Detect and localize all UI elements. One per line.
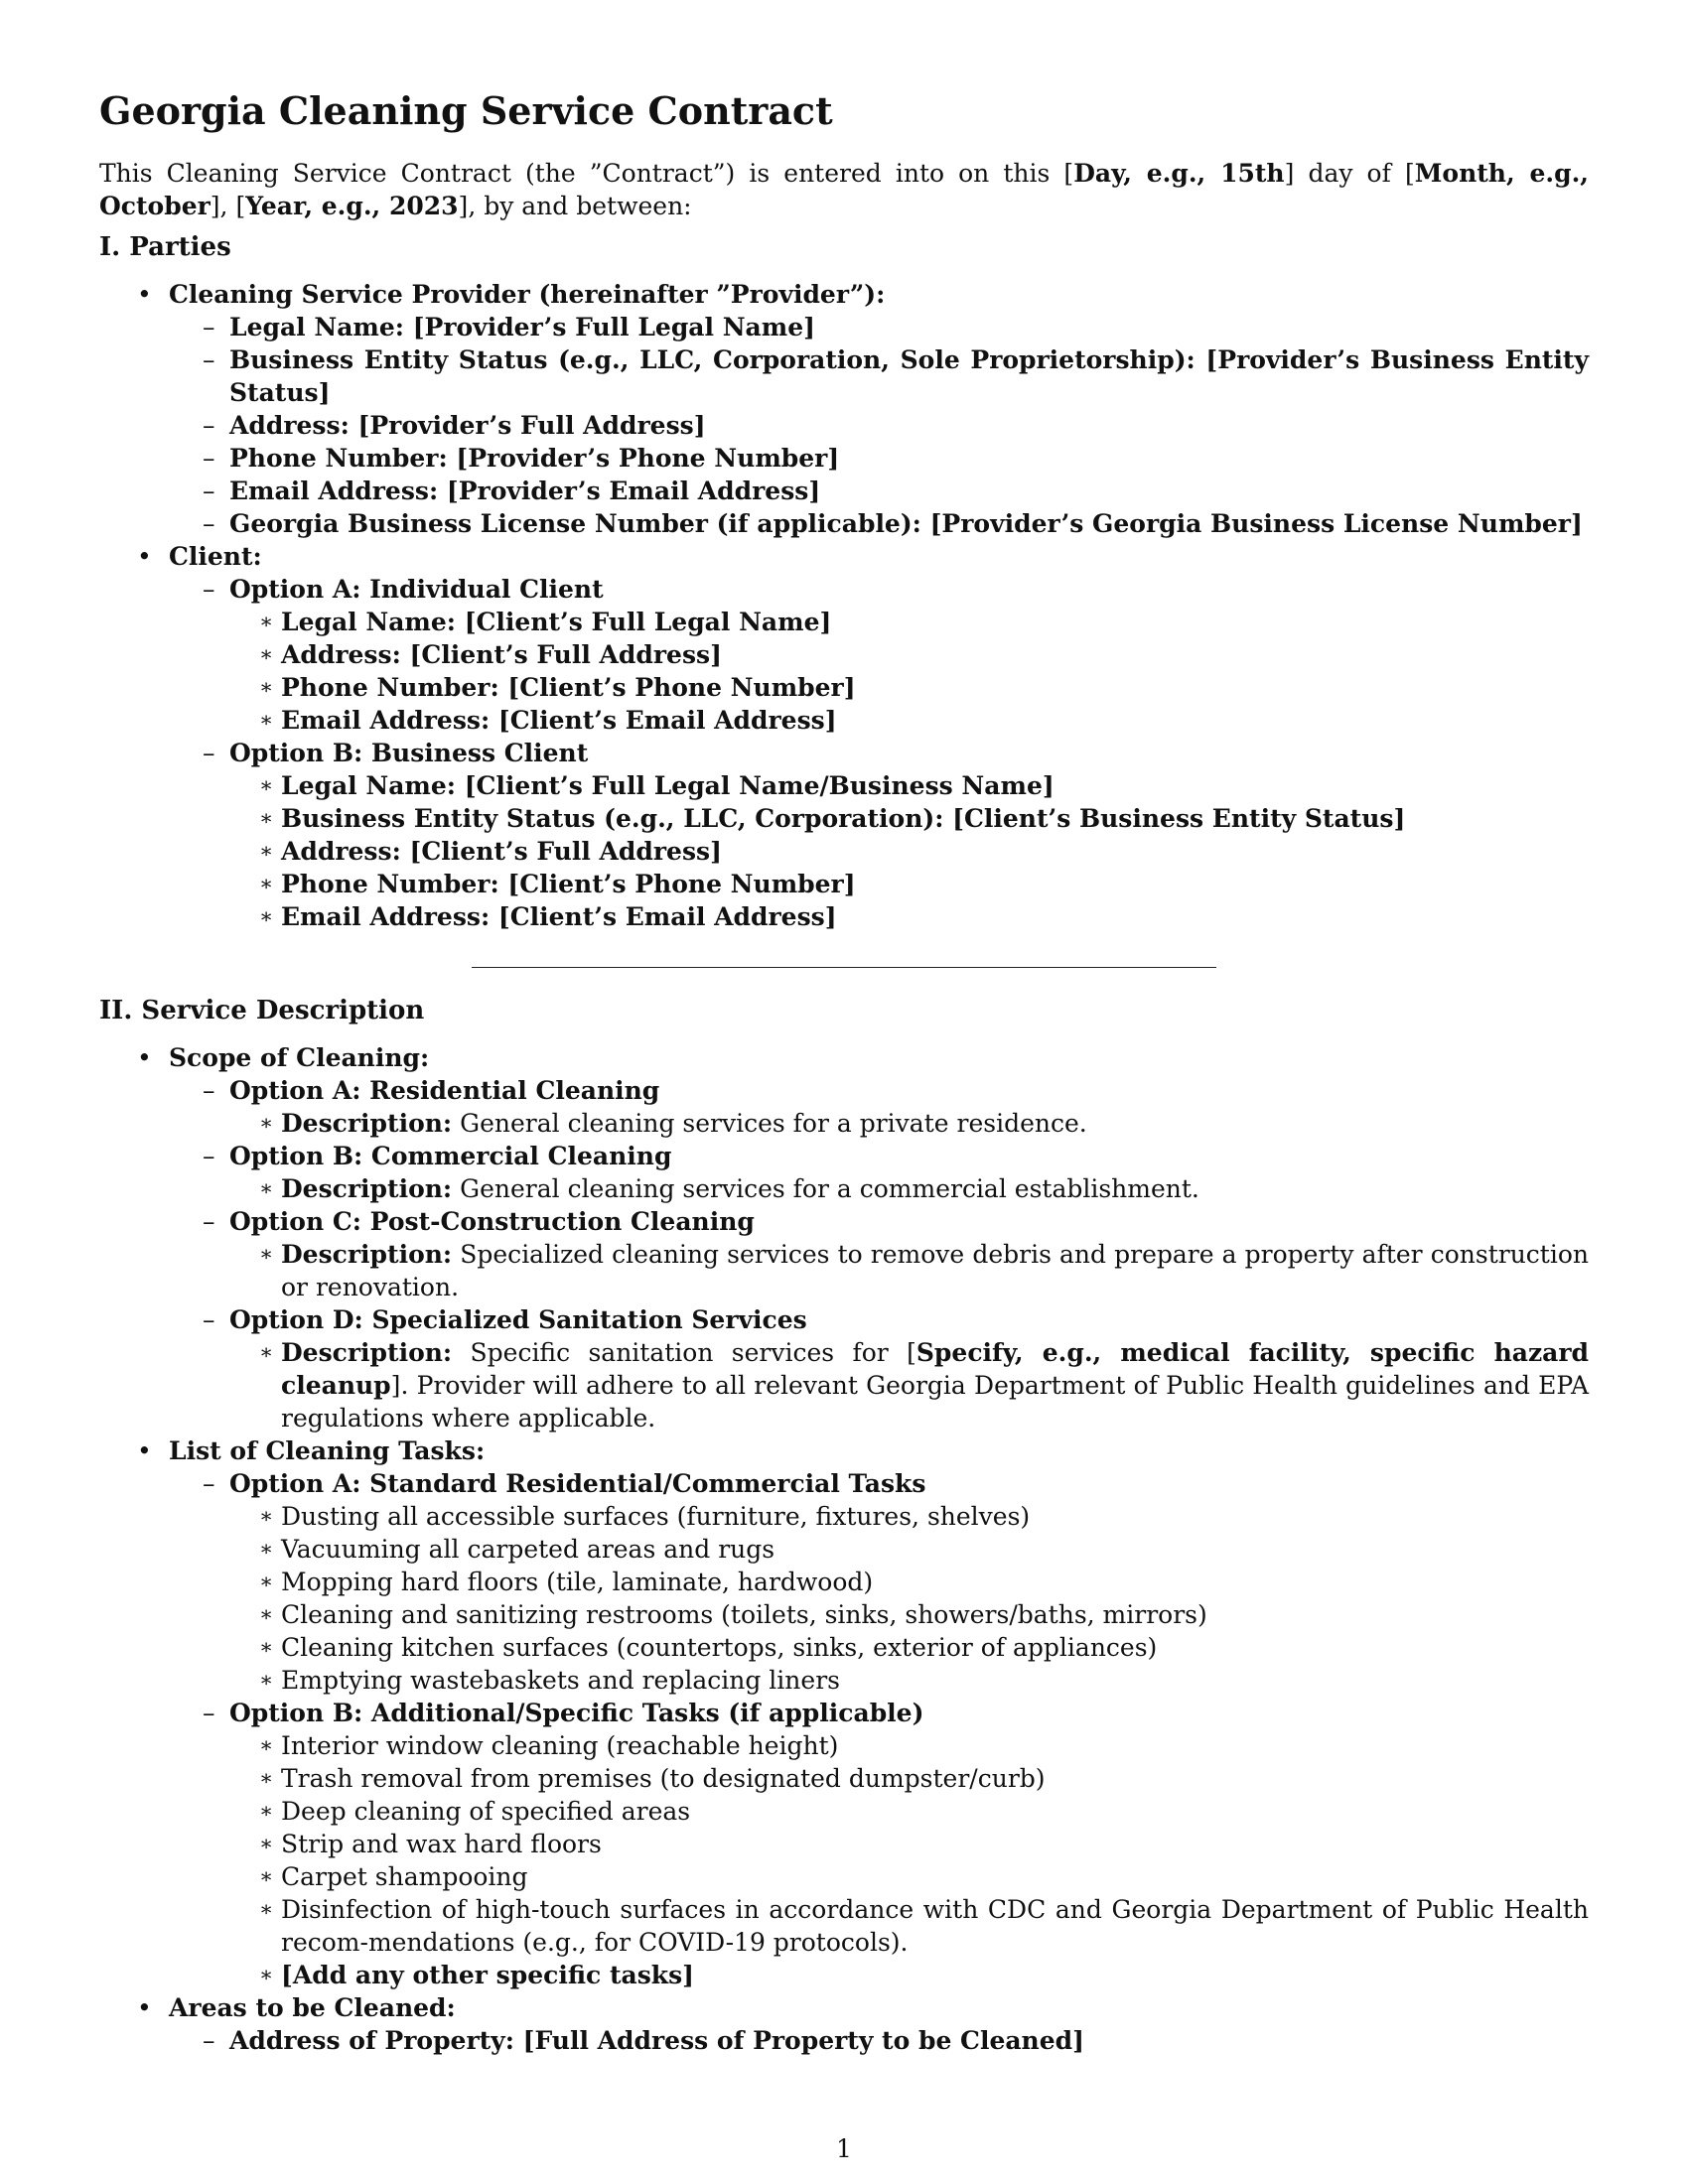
provider-fields xyxy=(169,311,1589,540)
description: ∗ Description: Specific sanitation services for [Specify, e.g., medical facility, specific hazard cleanup]. Provider will adhere to all relevant Georgia Department of Public Health guidelines and EPA regulations where applicable. xyxy=(259,1338,1590,1433)
task-item: ∗ Carpet shampooing xyxy=(259,1862,528,1891)
client-item xyxy=(99,540,1589,933)
document-title: Georgia Cleaning Service Contract xyxy=(99,88,833,133)
parties-list xyxy=(99,278,1589,933)
asterisk-icon: ∗ xyxy=(259,610,274,633)
asterisk-icon: ∗ xyxy=(259,872,274,895)
client-field: ∗ Address: [Client’s Full Address] xyxy=(259,837,722,866)
intro-paragraph: This Cleaning Service Contract (the ”Contract”) is entered into on this [Day, e.g., 15th] day of [Month, e.g., October], [Year, e.g., 2023], by and between: xyxy=(99,159,1590,220)
asterisk-icon: ∗ xyxy=(259,904,274,928)
task-item: ∗ Trash removal from premises (to designated dumpster/curb) xyxy=(259,1764,1046,1793)
dash-icon: – xyxy=(203,739,215,767)
client-field: ∗ Phone Number: [Client’s Phone Number] xyxy=(259,870,856,898)
page-number: 1 xyxy=(836,2134,852,2163)
asterisk-icon: ∗ xyxy=(259,1668,274,1692)
client-b-fields xyxy=(229,769,1589,933)
client-field: ∗ Email Address: [Client’s Email Address] xyxy=(259,706,837,735)
dash-icon: – xyxy=(203,509,215,538)
task-option-b: – Option B: Additional/Specific Tasks (if applicable) ∗ Interior window cleaning (reachable height) ∗ Trash removal from premises (to designated dumpster/curb) ∗ Deep cleaning of specified areas ∗ Strip and wax hard floors ∗ Carpet shampooing ∗ Disinfection of high-touch surfaces in accordance with CDC and Georgia Department of Public Health recom-mendations (e.g., for COVID-19 protocols). ∗ [Add any other specific tasks] xyxy=(203,1699,1589,1989)
description: ∗ Description: Specialized cleaning services to remove debris and prepare a property after construction or renovation. xyxy=(259,1240,1589,1301)
task-item: ∗ Disinfection of high-touch surfaces in accordance with CDC and Georgia Department of Public Health recom-mendations (e.g., for COVID-19 protocols). xyxy=(259,1895,1589,1957)
dash-icon: – xyxy=(203,1142,215,1170)
asterisk-icon: ∗ xyxy=(259,1897,274,1921)
task-item: ∗ Interior window cleaning (reachable height) xyxy=(259,1731,839,1760)
section-heading-service: II. Service Description xyxy=(99,996,425,1025)
scope-option-d: – Option D: Specialized Sanitation Services ∗ Description: Specific sanitation services for [Specify, e.g., medical facility, specific hazard cleanup]. Provider will adhere to all relevant Georgia Department of Public Health guidelines and EPA regulations where applicable. xyxy=(203,1305,1590,1433)
task-item: ∗ Strip and wax hard floors xyxy=(259,1830,602,1858)
provider-item xyxy=(99,278,1589,540)
areas-fields xyxy=(169,2024,1589,2057)
day-placeholder: Day, e.g., 15th xyxy=(1073,159,1285,188)
asterisk-icon: ∗ xyxy=(259,1504,274,1528)
asterisk-icon: ∗ xyxy=(259,1635,274,1659)
scope-a-desc xyxy=(229,1107,1589,1140)
client-field: ∗ Email Address: [Client’s Email Address] xyxy=(259,902,837,931)
client-field: ∗ Business Entity Status (e.g., LLC, Corporation): [Client’s Business Entity Status] xyxy=(259,804,1406,833)
asterisk-icon: ∗ xyxy=(259,642,274,666)
task-item: ∗ Deep cleaning of specified areas xyxy=(259,1797,691,1826)
task-item: ∗ Cleaning and sanitizing restrooms (toilets, sinks, showers/baths, mirrors) xyxy=(259,1600,1207,1629)
asterisk-icon: ∗ xyxy=(259,1242,274,1266)
provider-label: Cleaning Service Provider (hereinafter ”Provider”): xyxy=(169,280,886,309)
description: ∗ Description: General cleaning services for a commercial establishment. xyxy=(259,1174,1199,1203)
task-b-list xyxy=(229,1729,1589,1991)
bullet-icon: • xyxy=(137,1043,152,1072)
asterisk-icon: ∗ xyxy=(259,1340,274,1364)
horizontal-divider xyxy=(472,967,1216,968)
asterisk-icon: ∗ xyxy=(259,806,274,830)
asterisk-icon: ∗ xyxy=(259,1832,274,1855)
asterisk-icon: ∗ xyxy=(259,1733,274,1757)
scope-options xyxy=(169,1074,1589,1434)
asterisk-icon: ∗ xyxy=(259,1602,274,1626)
asterisk-icon: ∗ xyxy=(259,1570,274,1593)
provider-field: – Address: [Provider’s Full Address] xyxy=(203,411,706,440)
month-placeholder: Month, e.g., October xyxy=(99,159,1590,220)
asterisk-icon: ∗ xyxy=(259,1864,274,1888)
client-a-fields xyxy=(229,606,1589,737)
asterisk-icon: ∗ xyxy=(259,1963,274,1986)
dash-icon: – xyxy=(203,444,215,473)
scope-option-a: – Option A: Residential Cleaning ∗ Description: General cleaning services for a private residence. xyxy=(169,1074,1589,1140)
asterisk-icon: ∗ xyxy=(259,773,274,797)
dash-icon: – xyxy=(203,575,215,604)
scope-d-desc xyxy=(229,1336,1589,1434)
bullet-icon: • xyxy=(137,1436,152,1465)
dash-icon: – xyxy=(203,1305,215,1334)
scope-b-desc xyxy=(229,1172,1589,1205)
description: ∗ Description: General cleaning services for a private residence. xyxy=(259,1109,1087,1138)
bullet-icon: • xyxy=(137,542,152,571)
areas-item: • Areas to be Cleaned: – Address of Property: [Full Address of Property to be Cleaned] xyxy=(99,1991,1589,2057)
year-placeholder: Year, e.g., 2023 xyxy=(245,192,459,220)
document-page xyxy=(99,87,1589,2057)
provider-field: – Georgia Business License Number (if applicable): [Provider’s Georgia Business License Number] xyxy=(203,509,1583,538)
client-field: ∗ Address: [Client’s Full Address] xyxy=(259,640,722,669)
task-item: ∗ Cleaning kitchen surfaces (countertops, sinks, exterior of appliances) xyxy=(259,1633,1158,1662)
dash-icon: – xyxy=(203,1469,215,1498)
asterisk-icon: ∗ xyxy=(259,708,274,732)
scope-option-c: – Option C: Post-Construction Cleaning ∗ Description: Specialized cleaning services to remove debris and prepare a property after construction or renovation. xyxy=(203,1207,1589,1301)
tasks-item: • List of Cleaning Tasks: – Option A: Standard Residential/Commercial Tasks ∗ Dusting all accessible surfaces (furniture, fixtures, shelves) ∗ Vacuuming all carpeted areas and rugs ∗ Mopping hard floors (tile, laminate, hardwood) ∗ Cleaning and sanitizing restrooms (toilets, sinks, showers/baths, mirrors) ∗ Cleaning kitchen surfaces (countertops, sinks, exterior of appliances) ∗ Emptying wastebaskets and replacing liners – Option B: Additional/Specific Tasks (if applicable) ∗ Interior window cleaning (reachable height) ∗ Trash removal from premises (to designated dumpster/curb) ∗ Deep cleaning of specified areas ∗ Strip and wax hard floors ∗ Carpet shampooing ∗ Disinfection of high-touch surfaces in accordance with CDC and Georgia Department of Public Health recom-mendations (e.g., for COVID-19 protocols). ∗ [Add any other specific tasks] xyxy=(137,1436,1589,1989)
provider-field: – Legal Name: [Provider’s Full Legal Name] xyxy=(203,313,815,341)
task-options xyxy=(169,1467,1589,1991)
client-options xyxy=(169,573,1589,933)
client-label: Client: xyxy=(169,542,262,571)
provider-field: – Business Entity Status (e.g., LLC, Corporation, Sole Proprietorship): [Provider’s Business Entity Status] xyxy=(203,345,1589,407)
scope-item: • Scope of Cleaning: – Option A: Residential Cleaning ∗ Description: General cleaning services for a private residence. – Option B: Commercial Cleaning ∗ Description: General cleaning services for a commercial establishment. – Option C: Post-Construction Cleaning ∗ Description: Specialized cleaning services to remove debris and prepare a property after construction or renovation. – Option D: Specialized Sanitation Services ∗ Description: Specific sanitation services for [Specify, e.g., medical facility, specific hazard cleanup]. Provider will adhere to all relevant Georgia Department of Public Health guidelines and EPA regulations where applicable. xyxy=(137,1043,1590,1433)
client-option-a: – Option A: Individual Client ∗ Legal Name: [Client’s Full Legal Name] ∗ Address: [Client’s Full Address] ∗ Phone Number: [Client’s Phone Number] ∗ Email Address: [Client’s Email Address] xyxy=(169,573,1589,737)
asterisk-icon: ∗ xyxy=(259,675,274,699)
asterisk-icon: ∗ xyxy=(259,1537,274,1561)
dash-icon: – xyxy=(203,477,215,505)
provider-field: – Email Address: [Provider’s Email Address] xyxy=(203,477,821,505)
scope-option-b: – Option B: Commercial Cleaning ∗ Description: General cleaning services for a commercial establishment. xyxy=(169,1140,1589,1205)
intro-text: This Cleaning Service Contract (the ”Contract”) is entered into on this xyxy=(99,159,1064,188)
provider-field: – Phone Number: [Provider’s Phone Number] xyxy=(203,444,840,473)
intro-text: day of xyxy=(1294,159,1405,188)
dash-icon: – xyxy=(203,2026,215,2055)
task-option-a: – Option A: Standard Residential/Commercial Tasks ∗ Dusting all accessible surfaces (furniture, fixtures, shelves) ∗ Vacuuming all carpeted areas and rugs ∗ Mopping hard floors (tile, laminate, hardwood) ∗ Cleaning and sanitizing restrooms (toilets, sinks, showers/baths, mirrors) ∗ Cleaning kitchen surfaces (countertops, sinks, exterior of appliances) ∗ Emptying wastebaskets and replacing liners xyxy=(169,1467,1589,1697)
task-item-other: ∗ [Add any other specific tasks] xyxy=(259,1961,695,1989)
bullet-icon: • xyxy=(137,280,152,309)
bullet-icon: • xyxy=(137,1993,152,2022)
asterisk-icon: ∗ xyxy=(259,839,274,863)
asterisk-icon: ∗ xyxy=(259,1111,274,1135)
task-a-list xyxy=(229,1500,1589,1697)
task-item: ∗ Vacuuming all carpeted areas and rugs xyxy=(259,1535,775,1564)
client-field: ∗ Legal Name: [Client’s Full Legal Name] xyxy=(259,608,832,636)
intro-text: , xyxy=(219,192,236,220)
scope-c-desc xyxy=(229,1238,1589,1303)
dash-icon: – xyxy=(203,1699,215,1727)
task-item: ∗ Dusting all accessible surfaces (furniture, fixtures, shelves) xyxy=(259,1502,1031,1531)
client-field: ∗ Phone Number: [Client’s Phone Number] xyxy=(259,673,856,702)
asterisk-icon: ∗ xyxy=(259,1176,274,1200)
dash-icon: – xyxy=(203,313,215,341)
task-item: ∗ Mopping hard floors (tile, laminate, hardwood) xyxy=(259,1568,874,1596)
dash-icon: – xyxy=(203,345,215,374)
dash-icon: – xyxy=(203,1076,215,1105)
client-field: ∗ Legal Name: [Client’s Full Legal Name/Business Name] xyxy=(259,771,1055,800)
service-list xyxy=(99,1041,1589,2057)
section-heading-parties: I. Parties xyxy=(99,232,231,262)
dash-icon: – xyxy=(203,411,215,440)
dash-icon: – xyxy=(203,1207,215,1236)
asterisk-icon: ∗ xyxy=(259,1766,274,1790)
client-option-b: – Option B: Business Client ∗ Legal Name: [Client’s Full Legal Name/Business Name] ∗ Business Entity Status (e.g., LLC, Corporation): [Client’s Business Entity Status] ∗ Address: [Client’s Full Address] ∗ Phone Number: [Client’s Phone Number] ∗ Email Address: [Client’s Email Address] xyxy=(169,737,1589,933)
asterisk-icon: ∗ xyxy=(259,1799,274,1823)
property-address: – Address of Property: [Full Address of Property to be Cleaned] xyxy=(203,2026,1084,2055)
specify-placeholder: Specify, e.g., medical facility, specific hazard cleanup xyxy=(281,1338,1590,1400)
task-item: ∗ Emptying wastebaskets and replacing liners xyxy=(259,1666,840,1695)
intro-text: , by and between: xyxy=(468,192,692,220)
